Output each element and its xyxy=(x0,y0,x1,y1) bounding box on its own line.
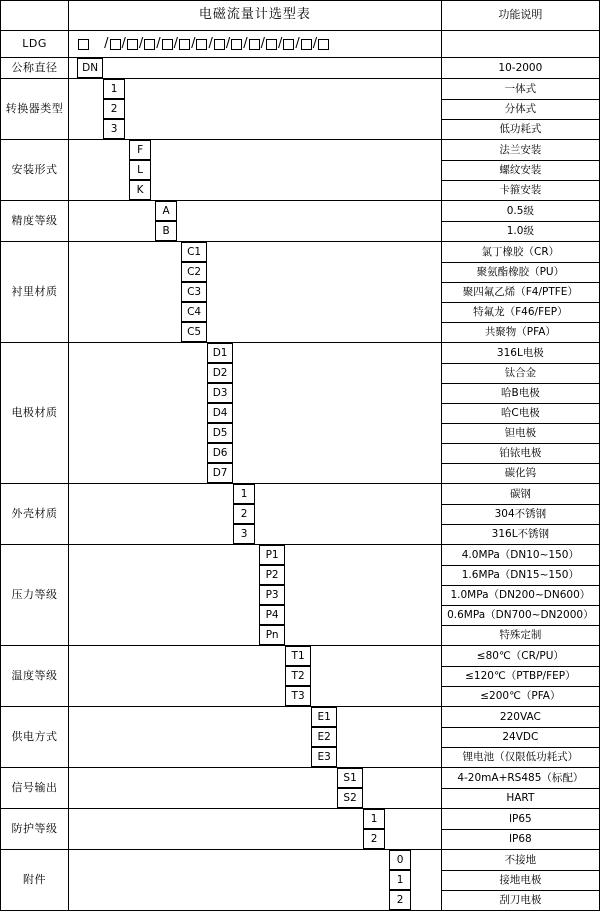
code-cell[interactable]: T1 xyxy=(285,646,311,666)
code-cell[interactable]: T3 xyxy=(285,686,311,706)
code-cell[interactable]: D3 xyxy=(207,383,233,403)
code-cell[interactable]: P3 xyxy=(259,585,285,605)
code-cell[interactable]: C5 xyxy=(181,322,207,342)
code-cell[interactable]: E1 xyxy=(311,707,337,727)
table-row xyxy=(1,242,600,343)
description-cell: 钛合金 xyxy=(442,363,599,383)
row-category-10: 信号输出 xyxy=(1,768,69,809)
code-box[interactable] xyxy=(214,39,225,50)
code-cell[interactable]: D6 xyxy=(207,443,233,463)
code-cell[interactable]: Pn xyxy=(259,625,285,645)
row-codes-4 xyxy=(69,242,442,343)
code-cell[interactable]: P1 xyxy=(259,545,285,565)
description-cell: 碳化钨 xyxy=(504,467,537,480)
code-cell[interactable]: 1 xyxy=(233,484,255,504)
code-cell[interactable]: P4 xyxy=(259,605,285,625)
code-cell[interactable]: B xyxy=(155,221,177,241)
code-separator: / xyxy=(243,35,248,51)
row-category-4: 衬里材质 xyxy=(1,242,69,343)
row-category-11: 防护等级 xyxy=(1,809,69,850)
description-cell: 1.6MPa（DN15~150） xyxy=(442,565,599,585)
row-descriptions-4 xyxy=(441,242,599,343)
description-cell: 钽电极 xyxy=(442,423,599,443)
row-descriptions-12 xyxy=(441,850,599,911)
code-cell[interactable]: D5 xyxy=(207,423,233,443)
code-separator: / xyxy=(260,35,266,51)
code-cell[interactable]: E3 xyxy=(311,747,337,767)
description-cell: 碳钢 xyxy=(442,484,599,504)
table-row xyxy=(1,79,600,140)
row-descriptions-5 xyxy=(441,343,599,484)
code-separator: / xyxy=(156,35,161,51)
code-separator: / xyxy=(295,35,300,51)
description-cell: 卡箍安装 xyxy=(499,184,542,197)
code-cell[interactable]: C2 xyxy=(181,262,207,282)
row-category-1: 转换器类型 xyxy=(1,79,69,140)
code-box[interactable] xyxy=(231,39,242,50)
table-row xyxy=(1,140,600,201)
description-cell: 氯丁橡胶（CR） xyxy=(442,242,599,262)
code-cell[interactable]: C4 xyxy=(181,302,207,322)
row-codes-1 xyxy=(69,79,442,140)
page-title: 电磁流量计选型表 xyxy=(198,7,311,23)
model-code-row xyxy=(1,31,600,58)
code-cell[interactable]: S2 xyxy=(337,788,363,808)
code-cell[interactable]: L xyxy=(129,160,151,180)
description-cell: 0.6MPa（DN700~DN2000） xyxy=(442,605,599,625)
row-descriptions-8 xyxy=(441,646,599,707)
description-cell: 10-2000 xyxy=(498,61,543,74)
code-box[interactable] xyxy=(78,39,89,50)
description-cell: 哈B电极 xyxy=(442,383,599,403)
description-cell: 0.5级 xyxy=(442,201,599,221)
description-cell: ≤200℃（PFA） xyxy=(480,690,561,703)
table-row xyxy=(1,201,600,242)
row-category-7: 压力等级 xyxy=(1,545,69,646)
description-cell: 螺纹安装 xyxy=(442,160,599,180)
code-cell[interactable]: 2 xyxy=(233,504,255,524)
code-cell[interactable]: 0 xyxy=(389,850,411,870)
description-cell: 不接地 xyxy=(442,850,599,870)
table-row xyxy=(1,850,600,911)
description-cell: ≤80℃（CR/PU） xyxy=(442,646,599,666)
row-codes-7 xyxy=(69,545,442,646)
code-cell[interactable]: D7 xyxy=(207,463,233,483)
code-separator: / xyxy=(191,35,196,51)
row-category-12: 附件 xyxy=(1,850,69,911)
row-codes-11 xyxy=(69,809,442,850)
code-cell[interactable]: 3 xyxy=(103,119,125,139)
description-cell: ≤120℃（PTBP/FEP） xyxy=(442,666,599,686)
code-boxes xyxy=(69,31,441,57)
code-cell[interactable]: 2 xyxy=(363,829,385,849)
code-separator: / xyxy=(104,35,109,51)
row-descriptions-1 xyxy=(441,79,599,140)
description-cell: 特氟龙（F46/FEP） xyxy=(442,302,599,322)
row-codes-3 xyxy=(69,201,442,242)
code-box[interactable] xyxy=(249,39,260,50)
row-category-0: 公称直径 xyxy=(1,58,69,79)
table-row xyxy=(1,343,600,484)
code-separator: / xyxy=(278,35,283,51)
description-cell: 4.0MPa（DN10~150） xyxy=(442,545,599,565)
code-separator: / xyxy=(225,35,231,51)
row-descriptions-10 xyxy=(441,768,599,809)
row-descriptions-7 xyxy=(441,545,599,646)
row-category-8: 温度等级 xyxy=(1,646,69,707)
row-descriptions-3 xyxy=(441,201,599,242)
code-cell[interactable]: K xyxy=(129,180,151,200)
code-cell[interactable]: T2 xyxy=(285,666,311,686)
table-row xyxy=(1,58,600,79)
code-box[interactable] xyxy=(196,39,207,50)
row-category-3: 精度等级 xyxy=(1,201,69,242)
row-codes-12 xyxy=(69,850,442,911)
code-cell[interactable]: S1 xyxy=(337,768,363,788)
row-category-5: 电极材质 xyxy=(1,343,69,484)
description-cell: 1.0级 xyxy=(506,225,534,238)
table-row xyxy=(1,484,600,545)
description-cell: 锂电池（仅限低功耗式） xyxy=(462,751,579,764)
table-row xyxy=(1,809,600,850)
table-row xyxy=(1,646,600,707)
description-cell: 刮刀电极 xyxy=(499,894,542,907)
header-left-blank xyxy=(1,1,69,31)
code-boxes-cell xyxy=(69,31,442,58)
table-row xyxy=(1,545,600,646)
code-cell[interactable]: DN xyxy=(77,58,103,78)
row-codes-10 xyxy=(69,768,442,809)
row-codes-6 xyxy=(69,484,442,545)
description-cell: 分体式 xyxy=(442,99,599,119)
row-codes-5 xyxy=(69,343,442,484)
code-box[interactable] xyxy=(162,39,173,50)
description-cell: IP65 xyxy=(442,809,599,829)
row-codes-8 xyxy=(69,646,442,707)
code-cell[interactable]: F xyxy=(129,140,151,160)
description-cell: 316L不锈钢 xyxy=(491,528,550,541)
description-cell: 24VDC xyxy=(442,727,599,747)
code-separator: / xyxy=(121,35,126,51)
code-box[interactable] xyxy=(144,39,155,50)
code-box[interactable] xyxy=(283,39,294,50)
model-prefix: LDG xyxy=(1,31,69,58)
table-row xyxy=(1,768,600,809)
row-category-6: 外壳材质 xyxy=(1,484,69,545)
code-box[interactable] xyxy=(127,39,138,50)
row-descriptions-2 xyxy=(441,140,599,201)
row-category-9: 供电方式 xyxy=(1,707,69,768)
description-cell: 低功耗式 xyxy=(499,123,542,136)
code-cell[interactable]: D2 xyxy=(207,363,233,383)
row-category-2: 安装形式 xyxy=(1,140,69,201)
code-box[interactable] xyxy=(318,39,329,50)
code-box[interactable] xyxy=(301,39,312,50)
code-cell[interactable]: D4 xyxy=(207,403,233,423)
description-cell: HART xyxy=(506,792,535,805)
code-separator: / xyxy=(173,35,179,51)
code-cell[interactable]: C3 xyxy=(181,282,207,302)
code-cell[interactable]: 1 xyxy=(389,870,411,890)
code-cell[interactable]: 3 xyxy=(233,524,255,544)
code-cell[interactable]: C1 xyxy=(181,242,207,262)
description-cell: 接地电极 xyxy=(442,870,599,890)
code-separator: / xyxy=(208,35,213,51)
description-cell: 一体式 xyxy=(442,79,599,99)
description-cell: 哈C电极 xyxy=(442,403,599,423)
description-cell: 特殊定制 xyxy=(499,629,542,642)
code-cell[interactable]: 1 xyxy=(103,79,125,99)
description-cell: 聚四氟乙烯（F4/PTFE） xyxy=(442,282,599,302)
code-cell[interactable]: 2 xyxy=(103,99,125,119)
code-cell[interactable]: E2 xyxy=(311,727,337,747)
description-cell: 316L电极 xyxy=(442,343,599,363)
row-descriptions-0 xyxy=(441,58,599,79)
code-cell[interactable]: 1 xyxy=(363,809,385,829)
description-cell: IP68 xyxy=(508,833,532,846)
row-descriptions-6 xyxy=(441,484,599,545)
description-cell: 304不锈钢 xyxy=(442,504,599,524)
code-separator: / xyxy=(138,35,144,51)
row-codes-2 xyxy=(69,140,442,201)
description-cell: 220VAC xyxy=(442,707,599,727)
description-cell: 4-20mA+RS485（标配） xyxy=(442,768,599,788)
description-cell: 共聚物（PFA） xyxy=(484,326,556,339)
table-header-row xyxy=(1,1,600,31)
description-cell: 1.0MPa（DN200~DN600） xyxy=(442,585,599,605)
code-box[interactable] xyxy=(179,39,190,50)
code-cell[interactable]: 2 xyxy=(389,890,411,910)
code-box[interactable] xyxy=(266,39,277,50)
code-box[interactable] xyxy=(110,39,121,50)
description-cell: 铂铱电极 xyxy=(442,443,599,463)
description-cell: 聚氨酯橡胶（PU） xyxy=(442,262,599,282)
row-descriptions-11 xyxy=(441,809,599,850)
description-cell: 法兰安装 xyxy=(442,140,599,160)
row-codes-0 xyxy=(69,58,442,79)
header-description-title: 功能说明 xyxy=(441,1,599,31)
header-title-cell xyxy=(69,1,442,31)
code-cell[interactable]: A xyxy=(155,201,177,221)
code-cell[interactable]: P2 xyxy=(259,565,285,585)
code-cell[interactable]: D1 xyxy=(207,343,233,363)
header-desc-blank xyxy=(441,31,599,58)
code-separator: / xyxy=(312,35,318,51)
